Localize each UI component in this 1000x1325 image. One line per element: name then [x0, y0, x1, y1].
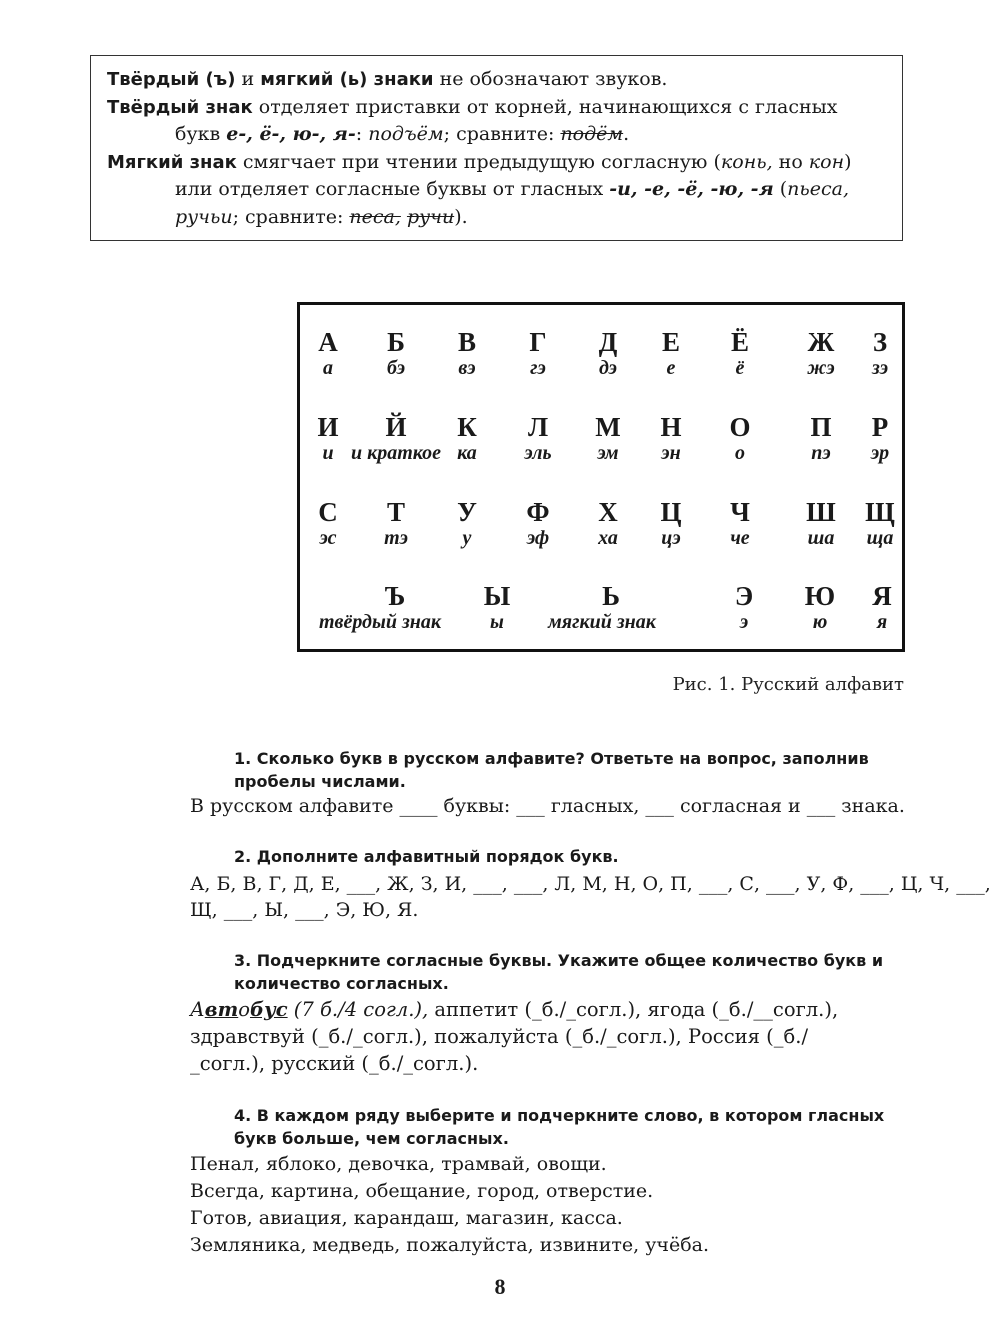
alphabet-letter: Е: [661, 327, 680, 357]
rule-text: .: [623, 123, 630, 145]
rule-text: отделяет приставки от корней, начинающихся с гласных: [252, 95, 838, 118]
rule-letters: е-, ё-, ю-, я-: [226, 123, 356, 145]
rule-paragraph-2-cont: [107, 121, 888, 149]
rule-text: :: [355, 123, 369, 145]
alphabet-letter: Ч: [730, 497, 750, 527]
alphabet-letter: Ф: [526, 497, 550, 527]
alphabet-letter-name: че: [730, 527, 750, 549]
alphabet-letter: М: [595, 412, 621, 442]
task-3-line-3: _согл.), русский (_б./_согл.).: [190, 1052, 479, 1075]
task-3-words: аппетит (_б./_согл.), ягода (_б./__согл.),: [428, 998, 839, 1021]
task-3-line-2: здравствуй (_б./_согл.), пожалуйста (_б./_согл.), Россия (_б./: [190, 1025, 809, 1048]
alphabet-letter: П: [810, 412, 832, 442]
alphabet-letter: З: [872, 327, 888, 357]
alphabet-letter: Н: [660, 412, 682, 442]
alphabet-letter: Ы: [483, 581, 511, 611]
alphabet-letter-name: эф: [526, 527, 550, 549]
rule-example: кон: [808, 150, 845, 173]
alphabet-letter: Р: [871, 412, 889, 442]
rule-paragraph-2: [107, 94, 888, 122]
alphabet-table: [297, 302, 905, 652]
rule-text: букв: [175, 123, 227, 145]
alphabet-letter-name: ша: [807, 527, 835, 549]
alphabet-letter: К: [457, 412, 477, 442]
alphabet-letter: Я: [872, 581, 892, 611]
alphabet-letter-name: мягкий знак: [548, 611, 656, 633]
rule-text: смягчает при чтении предыдущую согласную (: [236, 150, 721, 173]
alphabet-letter-name: эр: [870, 442, 890, 464]
alphabet-letter-name: ё: [735, 357, 745, 379]
alphabet-letter-name: цэ: [661, 527, 681, 549]
task-2-line-2: Щ, ___, Ы, ___, Э, Ю, Я.: [190, 899, 419, 921]
alphabet-letter-name: жэ: [807, 357, 835, 379]
rule-text: или отделяет согласные буквы от гласных: [175, 178, 610, 200]
rule-example: подъём: [368, 123, 444, 145]
task-1-line: В русском алфавите ____ буквы: ___ гласных, ___ согласная и ___ знака.: [190, 795, 905, 817]
rule-paragraph-1: [107, 66, 888, 94]
alphabet-letter-name: о: [735, 442, 745, 464]
alphabet-letter-name: тэ: [384, 527, 408, 549]
rule-text: ).: [454, 205, 468, 228]
alphabet-letter-name: я: [876, 611, 888, 633]
rule-paragraph-3-cont: [107, 176, 888, 204]
alphabet-letter: Ь: [602, 581, 620, 611]
alphabet-letter-name: дэ: [599, 357, 617, 379]
alphabet-letter: Ц: [660, 497, 682, 527]
task-4-row: Пенал, яблоко, девочка, трамвай, овощи.: [190, 1153, 607, 1175]
alphabet-letter-name: у: [462, 527, 472, 549]
alphabet-letter: Й: [385, 412, 407, 442]
rule-text: ; сравните:: [443, 123, 561, 145]
rule-paragraph-3: [107, 149, 888, 177]
task-3-line-1: [190, 996, 906, 1023]
alphabet-letter-name: е: [666, 357, 676, 379]
alphabet-letter-name: пэ: [811, 442, 831, 464]
alphabet-letter: Л: [527, 412, 549, 442]
task-4-title: [234, 1104, 906, 1150]
alphabet-letter-name: ю: [812, 611, 828, 633]
alphabet-letter: И: [317, 412, 339, 442]
alphabet-letter: Х: [598, 497, 618, 527]
alphabet-letter: Э: [734, 581, 754, 611]
rule-text: ): [844, 150, 852, 173]
task-title-line: 4. В каждом ряду выберите и подчеркните слово, в котором гласных: [234, 1106, 885, 1125]
rule-example: ручьи: [175, 205, 233, 228]
rule-wrong-example: ручи: [406, 205, 455, 228]
task-2-line-1: А, Б, В, Г, Д, Е, ___, Ж, З, И, ___, ___, Л, М, Н, О, П, ___, С, ___, У, Ф, ___, Ц, Ч, ___,: [190, 873, 991, 895]
alphabet-letter: Щ: [865, 497, 895, 527]
alphabet-letter-name: ы: [490, 611, 504, 633]
alphabet-letter-name: а: [323, 357, 333, 379]
rule-letters: -и, -е, -ё, -ю, -я: [609, 178, 774, 200]
alphabet-letter: Б: [387, 327, 405, 357]
alphabet-letter-name: бэ: [386, 357, 406, 379]
rule-term-signs: мягкий (ь) знаки: [260, 69, 434, 90]
alphabet-letter-name: эс: [319, 527, 337, 549]
alphabet-letter: Д: [598, 327, 618, 357]
task-3-title: [234, 949, 906, 995]
alphabet-letter-name: эль: [524, 442, 552, 464]
alphabet-letter: Ю: [804, 581, 836, 611]
rule-text: ; сравните:: [232, 205, 350, 228]
rule-text: и: [235, 68, 261, 90]
task-2-title: 2. Дополните алфавитный порядок букв.: [234, 847, 619, 866]
task-title-line: пробелы числами.: [234, 772, 406, 791]
alphabet-letter: У: [457, 497, 477, 527]
alphabet-letter: О: [729, 412, 751, 442]
task-title-line: 3. Подчеркните согласные буквы. Укажите общее количество букв и: [234, 951, 884, 970]
alphabet-letter-name: гэ: [530, 357, 546, 379]
alphabet-letter-name: ща: [866, 527, 894, 549]
alphabet-letter-name: и краткое: [350, 442, 442, 464]
rule-text: не обозначают звуков.: [433, 68, 668, 90]
alphabet-letter-name: зэ: [871, 357, 889, 379]
page-number: 8: [494, 1274, 506, 1299]
alphabet-letter: Ё: [730, 327, 749, 357]
task-4-row: Готов, авиация, карандаш, магазин, касса.: [190, 1207, 623, 1229]
rule-box: [90, 55, 903, 241]
rule-paragraph-3-cont2: [107, 204, 888, 232]
task-1-title: [234, 747, 906, 793]
task-title-line: количество согласных.: [234, 974, 449, 993]
alphabet-letter-name: ха: [598, 527, 618, 549]
rule-example: конь,: [720, 150, 773, 173]
alphabet-letter: Г: [529, 327, 547, 357]
alphabet-letter-name: и: [322, 442, 334, 464]
task-4-row: Земляника, медведь, пожалуйста, извините, учёба.: [190, 1234, 710, 1256]
alphabet-letter: В: [457, 327, 476, 357]
alphabet-letter: Ъ: [384, 581, 406, 611]
rule-text: но: [772, 150, 809, 173]
alphabet-letter-name: ка: [457, 442, 477, 464]
rule-wrong-example: песа,: [349, 205, 401, 228]
rule-term-soft-sign: Мягкий знак: [107, 151, 237, 173]
alphabet-letter: Т: [386, 497, 405, 527]
figure-caption: Рис. 1. Русский алфавит: [672, 674, 904, 695]
alphabet-letter-name: э: [739, 611, 749, 633]
alphabet-letter: Ж: [807, 327, 835, 357]
alphabet-letter: А: [318, 327, 338, 357]
rule-example: пьеса,: [787, 178, 849, 200]
task-4-row: Всегда, картина, обещание, город, отверстие.: [190, 1180, 654, 1202]
alphabet-letter-name: эм: [597, 442, 619, 464]
alphabet-letter-name: вэ: [458, 357, 476, 379]
task-3-example: Автобус (7 б./4 согл.),: [190, 998, 429, 1021]
task-title-line: букв больше, чем согласных.: [234, 1129, 509, 1148]
rule-text: (: [773, 178, 788, 200]
rule-wrong-example: подём: [560, 123, 624, 145]
alphabet-letter-name: эн: [661, 442, 681, 464]
alphabet-letter: Ш: [806, 497, 836, 527]
rule-term-hard-soft: Твёрдый (ъ): [107, 69, 236, 90]
alphabet-letter: С: [318, 497, 338, 527]
task-title-line: 1. Сколько букв в русском алфавите? Ответьте на вопрос, заполнив: [234, 749, 869, 768]
rule-term-hard-sign: Твёрдый знак: [107, 96, 253, 118]
alphabet-letter-name: твёрдый знак: [318, 611, 442, 633]
